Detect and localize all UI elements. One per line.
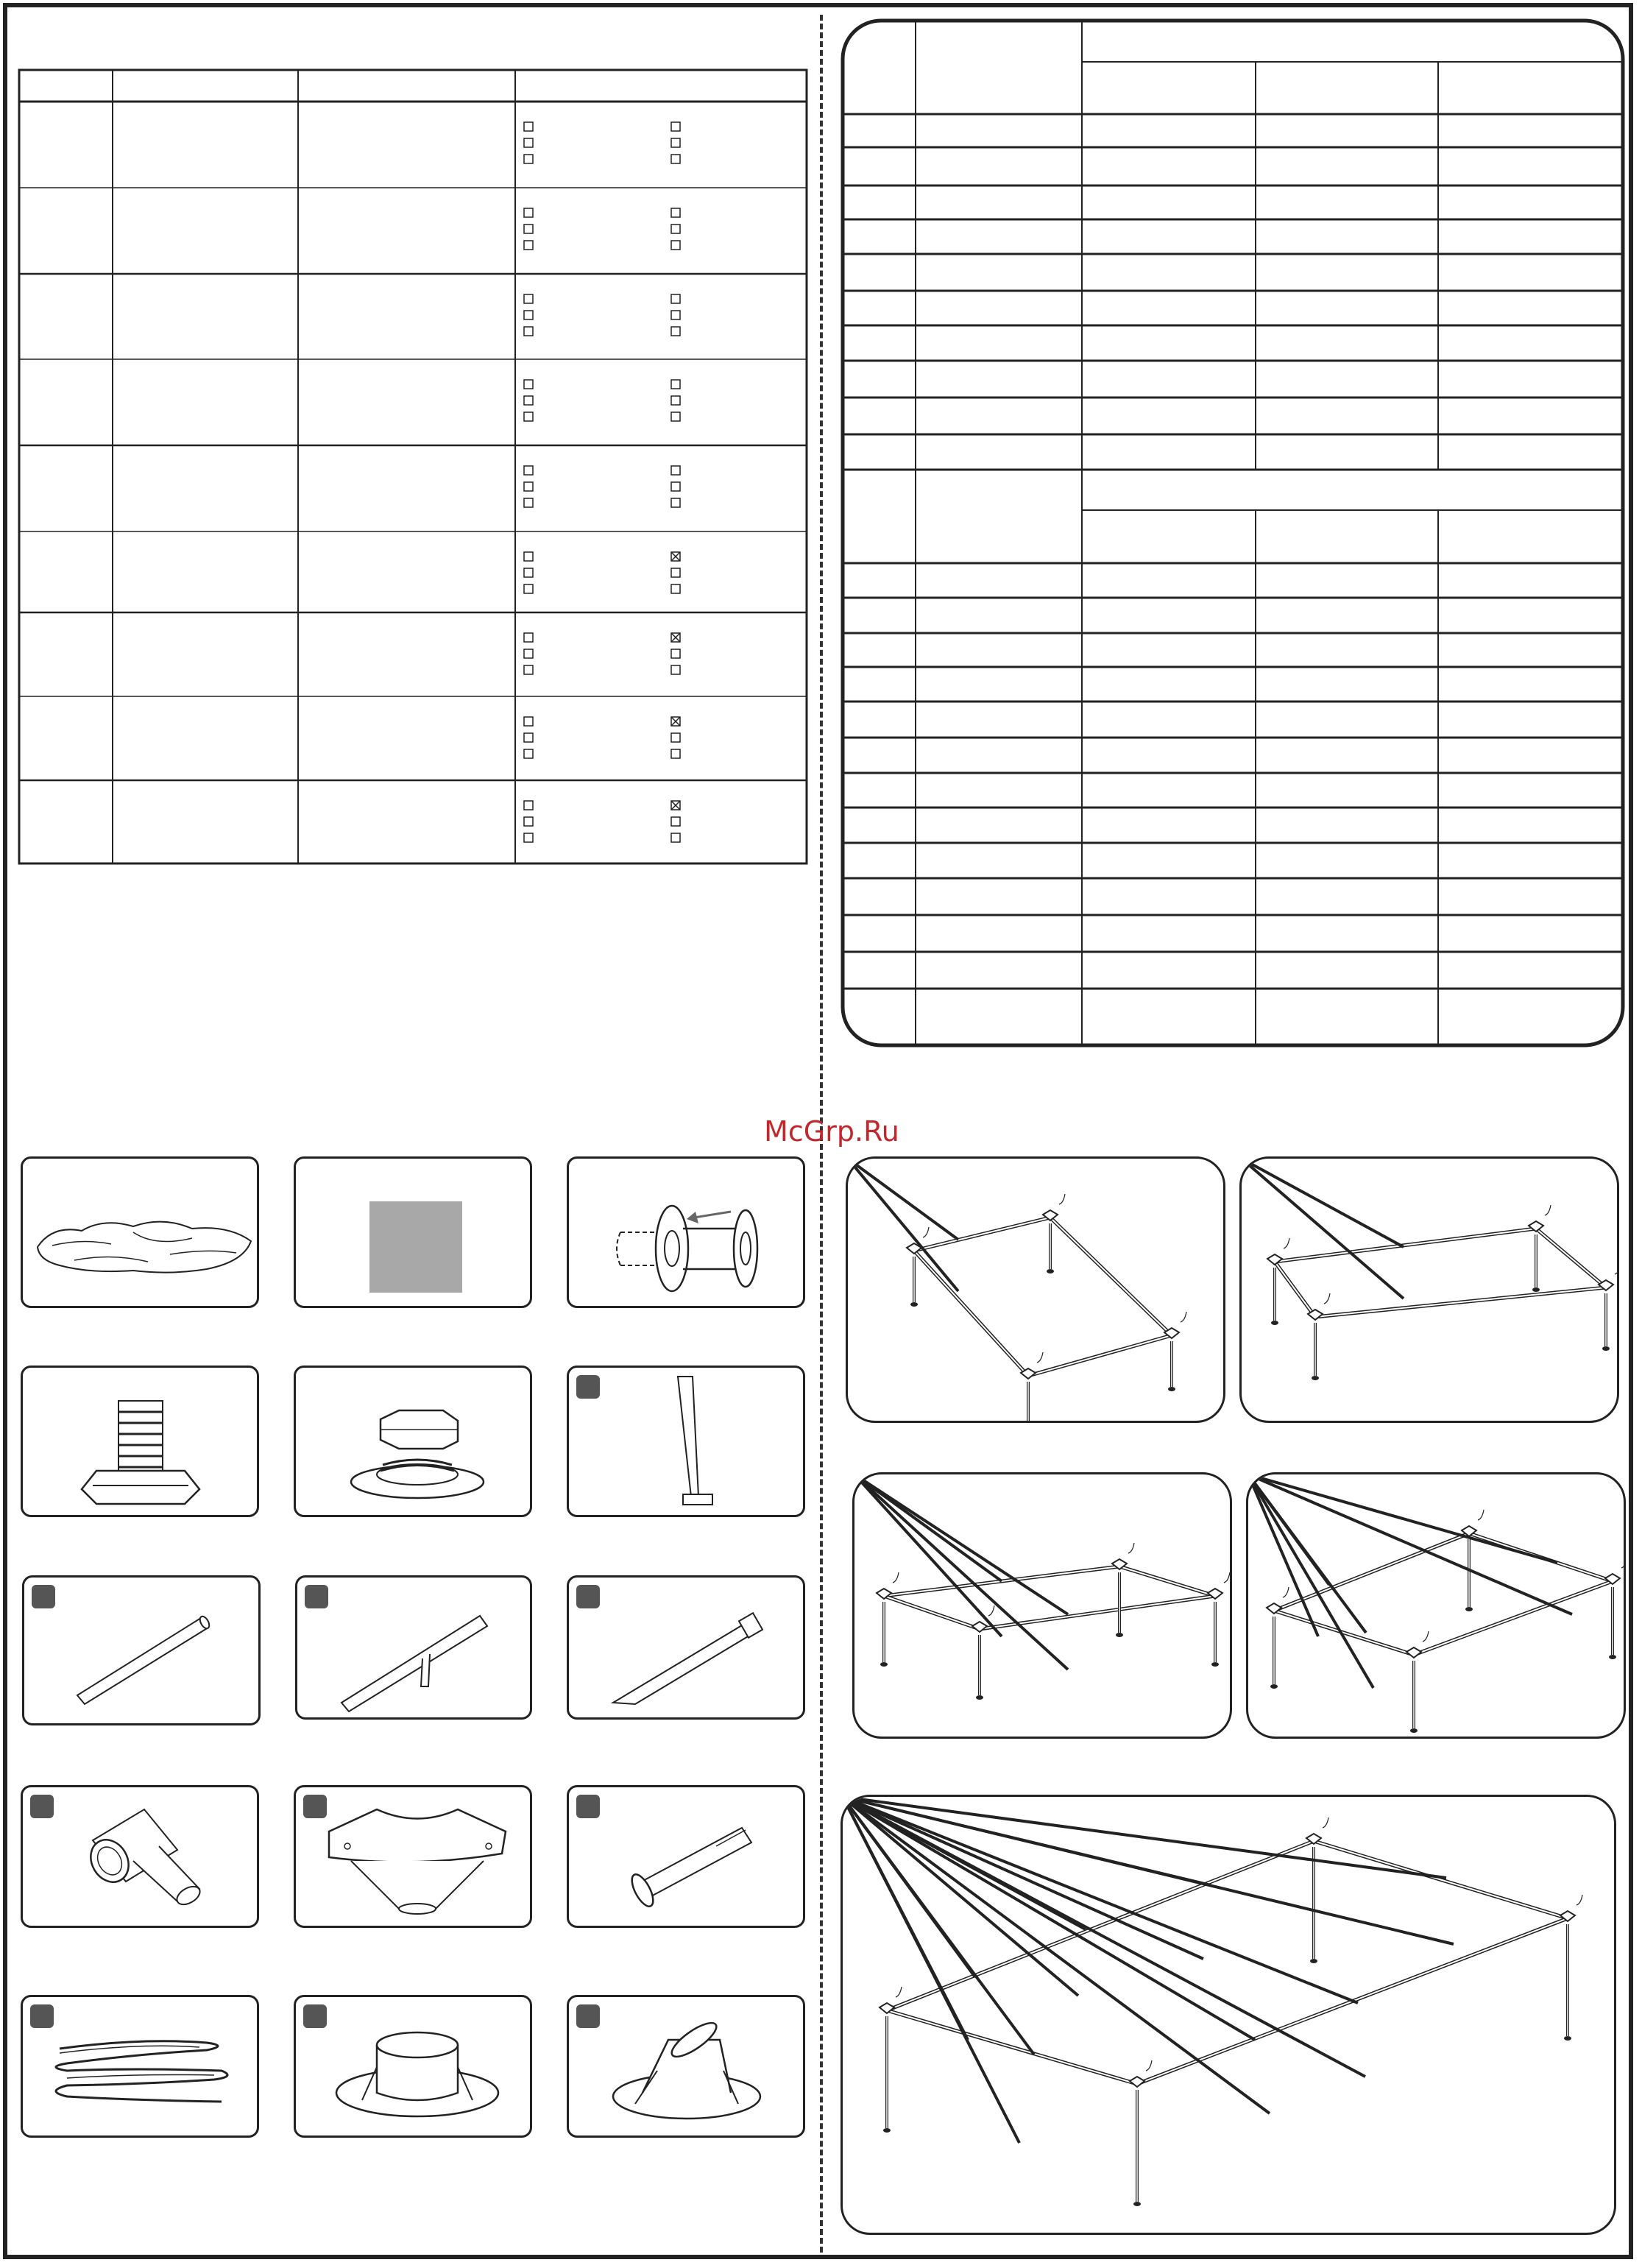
pin-part [567,1785,805,1928]
liner-icon [23,1159,259,1308]
checkbox[interactable] [524,155,533,163]
parts-check-table [0,0,824,883]
frame-brace [1242,1159,1404,1247]
frame-assembly-icon [848,1159,1225,1423]
frame-brace [1248,1474,1557,1563]
frame-brace [1248,1474,1572,1614]
checkbox[interactable] [524,380,533,389]
checkbox[interactable] [524,717,533,726]
plug-icon [569,1159,805,1308]
frame-assembly-icon [1242,1159,1619,1423]
corner-joint-part [294,1785,532,1928]
frame-brace [854,1474,1068,1670]
checkbox[interactable] [524,482,533,491]
checkbox[interactable] [671,225,680,233]
t-joint-icon [23,1787,259,1928]
table-row [524,717,680,758]
connector-plug-part [567,1156,805,1308]
checkbox[interactable] [524,225,533,233]
checkbox[interactable] [671,568,680,577]
checkbox[interactable] [671,155,680,163]
frame-brace [1242,1159,1404,1299]
t-joint-part [21,1785,259,1928]
leg-cap-icon [296,1997,532,2138]
checkbox[interactable] [524,568,533,577]
checkbox[interactable] [524,498,533,507]
checkbox[interactable] [671,208,680,217]
checkbox[interactable] [524,649,533,658]
checkbox[interactable] [671,833,680,842]
frame-joint [1406,1647,1421,1658]
checkbox[interactable] [671,311,680,319]
frame-brace [848,1159,958,1240]
checkbox[interactable] [524,749,533,758]
checkbox[interactable] [524,327,533,336]
checkbox[interactable] [671,665,680,674]
checkbox[interactable] [671,122,680,131]
beam-icon [24,1578,261,1725]
checkbox[interactable] [671,498,680,507]
angled-cap-part [567,1995,805,2138]
checkbox[interactable] [524,122,533,131]
frame-assembly-icon [843,1797,1616,2235]
angled-cap-icon [569,1997,805,2138]
leg-cap-part [294,1995,532,2138]
strap-part [21,1995,259,2138]
pool-liner-part [21,1156,259,1308]
checkbox[interactable] [524,833,533,842]
vertical-leg-part [567,1366,805,1517]
checkbox[interactable] [671,466,680,475]
repair-patch-part [294,1156,532,1308]
table-row [524,294,680,336]
checkbox[interactable] [524,412,533,421]
checkbox[interactable] [671,584,680,593]
patch-icon [296,1159,532,1308]
checkbox[interactable] [524,665,533,674]
checkbox[interactable] [671,396,680,405]
checkbox[interactable] [671,380,680,389]
frame-joint [972,1622,987,1632]
corner-joint-icon [296,1787,532,1928]
angled-beam-part [567,1575,805,1720]
table-row [524,122,680,163]
beam-with-stub-part [295,1575,532,1720]
table-row [524,801,680,842]
table-row [524,208,680,250]
checkbox[interactable] [524,311,533,319]
table-row [524,466,680,507]
frame-brace [1248,1474,1373,1688]
frame-figure-large [841,1795,1616,2235]
horizontal-beam-part [22,1575,261,1725]
checkbox[interactable] [524,584,533,593]
strap-icon [23,1997,259,2138]
angled-beam-icon [569,1578,805,1720]
frame-figure-small [846,1156,1225,1423]
checkbox[interactable] [671,482,680,491]
drain-valve-icon [23,1368,259,1517]
beam-stub-icon [297,1578,532,1720]
drain-valve-part [21,1366,259,1517]
checkbox[interactable] [524,294,533,303]
frame-joint [1267,1254,1282,1265]
checkbox[interactable] [524,396,533,405]
pin-icon [569,1787,805,1928]
frame-figure-long [852,1472,1232,1739]
checkbox[interactable] [524,817,533,826]
watermark: McGrp.Ru [764,1115,899,1148]
checkbox[interactable] [524,466,533,475]
table-row [524,552,680,593]
frame-brace [843,1797,1365,2077]
frame-assembly-icon [854,1474,1232,1739]
checkbox[interactable] [524,208,533,217]
table-row [524,633,680,674]
frame-assembly-icon [1248,1474,1626,1739]
checkbox[interactable] [524,633,533,642]
checkbox[interactable] [671,749,680,758]
frame-figure-medium [1239,1156,1619,1423]
checkbox[interactable] [524,552,533,561]
checkbox[interactable] [671,733,680,742]
strainer-icon [296,1368,532,1517]
checkbox[interactable] [671,138,680,147]
checkbox[interactable] [671,412,680,421]
checkbox[interactable] [524,733,533,742]
checkbox[interactable] [671,817,680,826]
checkbox[interactable] [671,294,680,303]
checkbox[interactable] [524,138,533,147]
table-row [524,380,680,421]
strainer-part [294,1366,532,1517]
checkbox[interactable] [671,241,680,250]
frame-joint [1130,2077,1144,2087]
checkbox[interactable] [524,801,533,810]
leg-icon [569,1368,805,1517]
frame-brace [848,1159,958,1291]
frame-figure-wide [1246,1472,1626,1739]
checkbox[interactable] [524,241,533,250]
checkbox[interactable] [671,649,680,658]
checkbox[interactable] [671,327,680,336]
